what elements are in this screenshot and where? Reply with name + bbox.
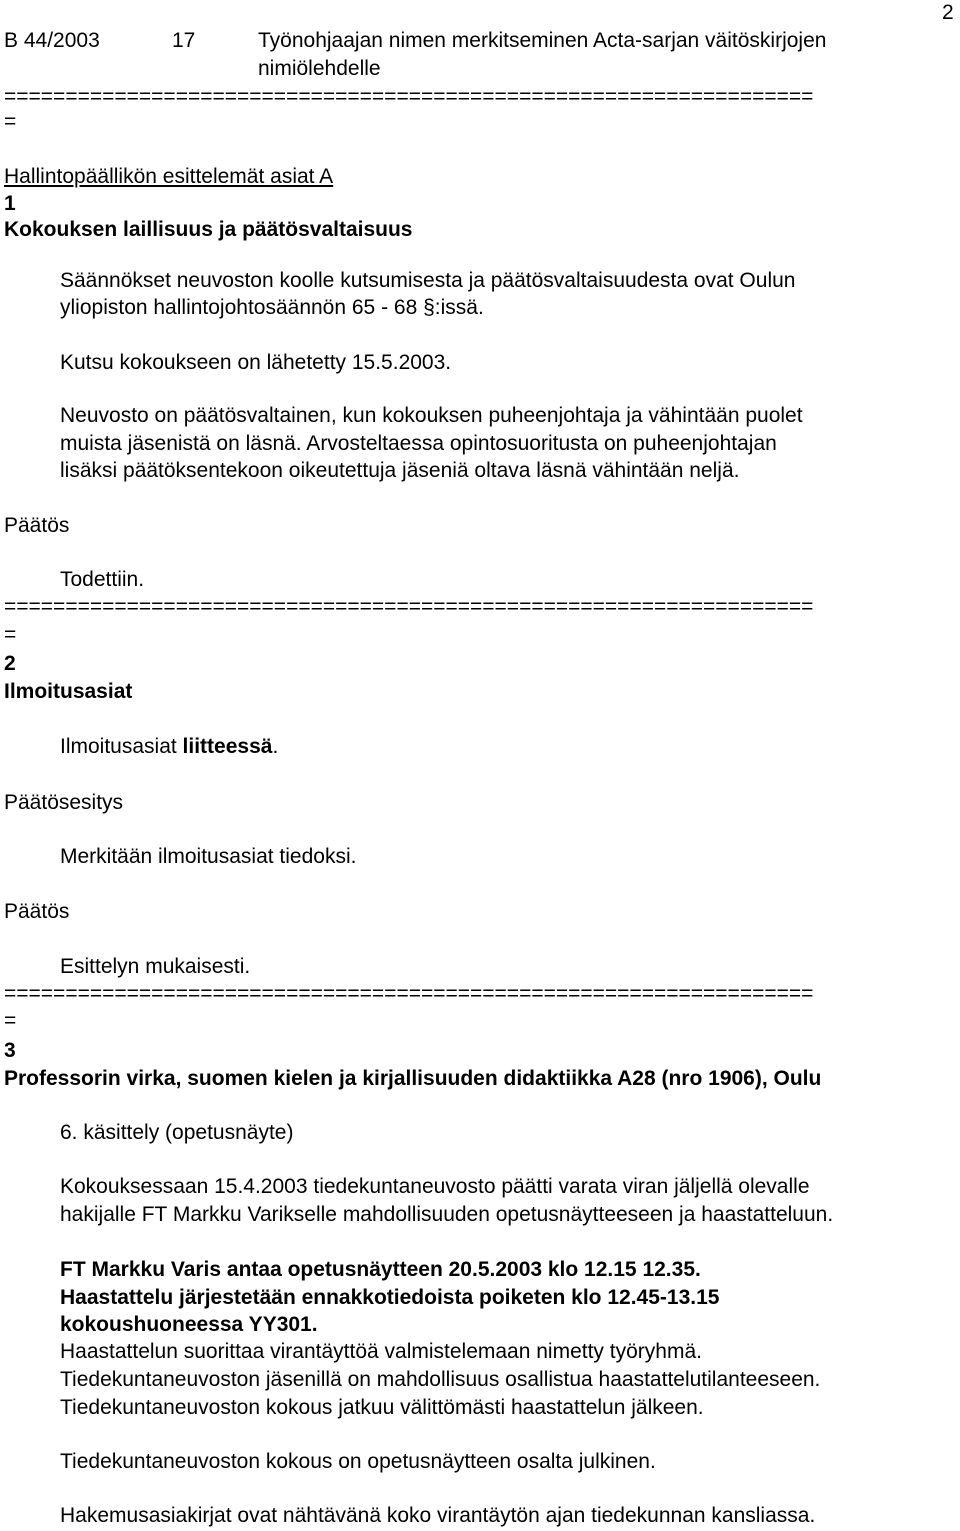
decision-label: Päätös: [4, 514, 70, 537]
separator-tail: =: [4, 110, 17, 133]
separator-tail: =: [4, 1009, 17, 1032]
item-title: Professorin virka, suomen kielen ja kirjallisuuden didaktiikka A28 (nro 1906), Oulu: [4, 1067, 822, 1090]
decision-text: Esittelyn mukaisesti.: [60, 955, 251, 978]
body-line: 6. käsittely (opetusnäyte): [60, 1121, 294, 1144]
item-number: 1: [4, 192, 16, 215]
item-title: Kokouksen laillisuus ja päätösvaltaisuus: [4, 218, 413, 241]
section-heading: Hallintopäällikön esittelemät asiat A: [4, 165, 334, 188]
body-line: hakijalle FT Markku Varikselle mahdollisuuden opetusnäytteeseen ja haastatteluun.: [60, 1203, 834, 1226]
page-number: 2: [942, 1, 954, 24]
document-title-line-2: nimiölehdelle: [258, 57, 381, 80]
body-line: Hakemusasiakirjat ovat nähtävänä koko virantäytön ajan tiedekunnan kansliassa.: [60, 1504, 816, 1527]
bold-line: Haastattelu järjestetään ennakkotiedoista poiketen klo 12.45-13.15: [60, 1286, 720, 1309]
paragraph-line: Säännökset neuvoston koolle kutsumisesta ja päätösvaltaisuudesta ovat Oulun: [60, 269, 796, 292]
bold-line: FT Markku Varis antaa opetusnäytteen 20.5.2003 klo 12.15 12.35.: [60, 1258, 701, 1281]
item-body: [60, 736, 278, 757]
proposal-label: Päätösesitys: [4, 791, 124, 814]
separator-line: ==================================================================: [4, 595, 814, 618]
separator-line: ==================================================================: [4, 85, 814, 108]
document-title-line-1: Työnohjaajan nimen merkitseminen Acta-sarjan väitöskirjojen: [258, 29, 827, 52]
decision-text: Todettiin.: [60, 568, 145, 591]
decision-label: Päätös: [4, 900, 70, 923]
paragraph-line: Kutsu kokoukseen on lähetetty 15.5.2003.: [60, 351, 452, 374]
body-line: Tiedekuntaneuvoston jäsenillä on mahdollisuus osallistua haastattelutilanteeseen.: [60, 1368, 821, 1391]
body-line: Tiedekuntaneuvoston kokous jatkuu välittömästi haastattelun jälkeen.: [60, 1396, 704, 1419]
separator-line: ==================================================================: [4, 982, 814, 1005]
item-title: Ilmoitusasiat: [4, 680, 133, 703]
separator-tail: =: [4, 623, 17, 646]
body-line: Haastattelun suorittaa virantäyttöä valmistelemaan nimetty työryhmä.: [60, 1340, 702, 1363]
body-text: Ilmoitusasiat: [60, 735, 183, 758]
page-reference: 17: [172, 29, 196, 52]
item-number: 3: [4, 1039, 16, 1062]
attachment-reference: liitteessä: [182, 735, 273, 758]
document-reference: B 44/2003: [4, 29, 100, 52]
paragraph-line: yliopiston hallintojohtosäännön 65 - 68 §:issä.: [60, 296, 484, 319]
bold-line: kokoushuoneessa YY301.: [60, 1313, 318, 1336]
item-number: 2: [4, 652, 16, 675]
body-line: Kokouksessaan 15.4.2003 tiedekuntaneuvosto päätti varata viran jäljellä olevalle: [60, 1175, 810, 1198]
body-end: .: [272, 735, 279, 758]
body-line: Tiedekuntaneuvoston kokous on opetusnäytteen osalta julkinen.: [60, 1450, 656, 1473]
paragraph-line: Neuvosto on päätösvaltainen, kun kokouksen puheenjohtaja ja vähintään puolet: [60, 404, 803, 427]
proposal-text: Merkitään ilmoitusasiat tiedoksi.: [60, 845, 357, 868]
paragraph-line: muista jäsenistä on läsnä. Arvosteltaessa opintosuoritusta on puheenjohtajan: [60, 432, 777, 455]
paragraph-line: lisäksi päätöksentekoon oikeutettuja jäseniä oltava läsnä vähintään neljä.: [60, 459, 740, 482]
